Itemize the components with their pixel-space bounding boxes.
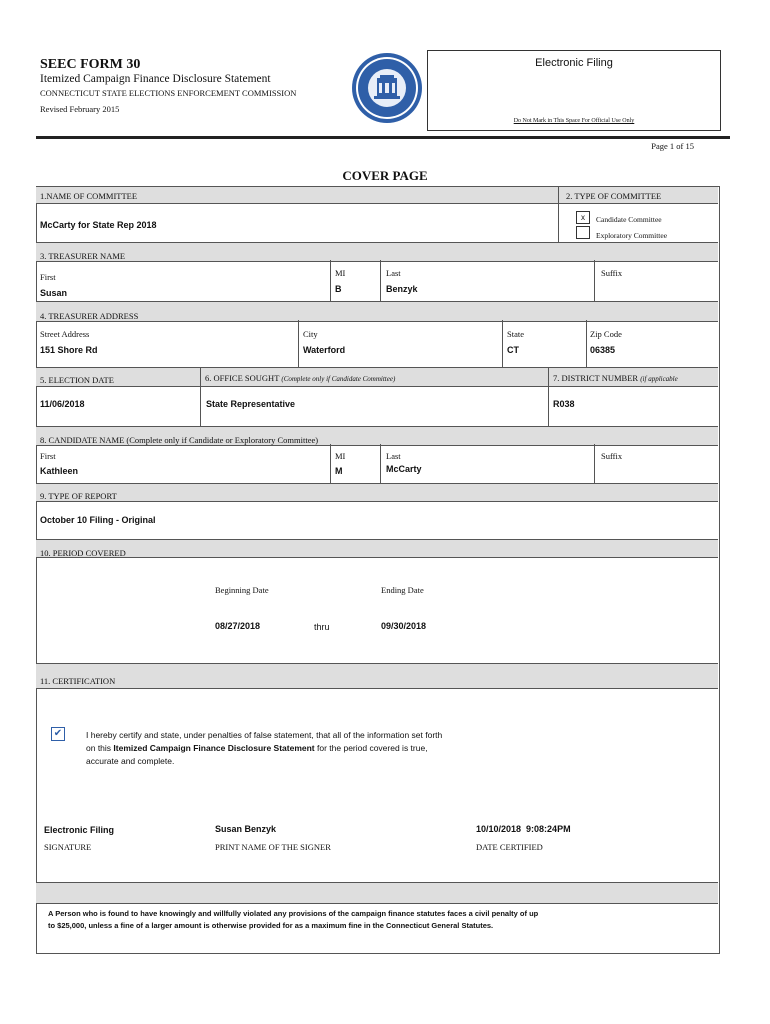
treasurer-mi-value: B xyxy=(335,284,342,294)
street-value: 151 Shore Rd xyxy=(40,345,98,355)
beginning-date-label: Beginning Date xyxy=(215,585,269,595)
treasurer-address-label: 4. TREASURER ADDRESS xyxy=(40,311,139,321)
candidate-committee-label: Candidate Committee xyxy=(596,215,662,224)
section-header-bar xyxy=(36,539,718,558)
certification-text xyxy=(86,729,442,768)
period-covered-label: 10. PERIOD COVERED xyxy=(40,548,126,558)
candidate-last-value: McCarty xyxy=(386,464,422,474)
penalty-line-1: A Person who is found to have knowingly and willfully violated any provisions of the campaign finance statutes faces a civil penalty of up xyxy=(48,909,539,918)
divider xyxy=(200,367,201,426)
candidate-last-label: Last xyxy=(386,451,401,461)
state-value: CT xyxy=(507,345,519,355)
city-value: Waterford xyxy=(303,345,346,355)
certification-line-2 xyxy=(86,742,442,755)
section-header-bar xyxy=(36,242,718,262)
treasurer-first-label: First xyxy=(40,272,56,282)
cover-page-title: COVER PAGE xyxy=(342,168,428,183)
office-sought-note: (Complete only if Candidate Committee) xyxy=(281,375,396,383)
treasurer-last-value: Benzyk xyxy=(386,284,418,294)
certification-label: 11. CERTIFICATION xyxy=(40,676,116,686)
candidate-committee-checkbox[interactable]: x xyxy=(576,211,590,224)
treasurer-first-value: Susan xyxy=(40,288,68,298)
exploratory-committee-checkbox[interactable] xyxy=(576,226,590,239)
type-of-report-label: 9. TYPE OF REPORT xyxy=(40,491,117,501)
office-sought-title: 6. OFFICE SOUGHT xyxy=(205,373,280,383)
candidate-first-label: First xyxy=(40,451,56,461)
type-of-report-value: October 10 Filing - Original xyxy=(40,515,156,525)
election-date-value: 11/06/2018 xyxy=(40,399,85,409)
street-label: Street Address xyxy=(40,329,90,339)
header-rule xyxy=(36,136,730,139)
zip-value: 06385 xyxy=(590,345,616,355)
candidate-mi-label: MI xyxy=(335,451,346,461)
certification-line-1: I hereby certify and state, under penalties of false statement, that all of the information set forth xyxy=(86,730,443,740)
name-of-committee-label: 1.NAME OF COMMITTEE xyxy=(40,191,138,201)
candidate-suffix-label: Suffix xyxy=(601,451,623,461)
official-use-box xyxy=(427,50,721,131)
form-subtitle: Itemized Campaign Finance Disclosure Statement xyxy=(40,73,271,85)
revised-date: Revised February 2015 xyxy=(40,104,120,114)
divider xyxy=(594,444,595,483)
divider xyxy=(380,260,381,301)
section-header-bar xyxy=(36,882,718,904)
divider xyxy=(330,444,331,483)
treasurer-last-label: Last xyxy=(386,268,401,278)
divider xyxy=(502,320,503,367)
penalty-notice xyxy=(48,908,538,932)
office-sought-value: State Representative xyxy=(206,399,296,409)
official-box-title: Electronic Filing xyxy=(535,57,613,69)
date-certified-value: 10/10/2018 9:08:24PM xyxy=(476,824,571,834)
certification-line-3: accurate and complete. xyxy=(86,756,175,766)
penalty-line-2: to $25,000, unless a fine of a larger amount is otherwise provided for as a maximum fine in the Connecticut General Statutes. xyxy=(48,921,494,930)
divider xyxy=(380,444,381,483)
type-of-committee-label: 2. TYPE OF COMMITTEE xyxy=(566,191,662,201)
section-header-bar xyxy=(36,663,718,689)
divider xyxy=(586,320,587,367)
cert-line2-post: for the period covered is true, xyxy=(314,743,428,753)
election-date-label: 5. ELECTION DATE xyxy=(40,375,114,385)
certify-checkbox[interactable]: ✔ xyxy=(51,727,65,741)
district-number-note: (if applicable xyxy=(640,375,678,383)
treasurer-mi-label: MI xyxy=(335,268,346,278)
candidate-name-label: 8. CANDIDATE NAME (Complete only if Candidate or Exploratory Committee) xyxy=(40,435,319,445)
section-header-bar xyxy=(36,483,718,502)
divider xyxy=(330,260,331,301)
signer-name-value: Susan Benzyk xyxy=(215,824,277,834)
agency-name: CONNECTICUT STATE ELECTIONS ENFORCEMENT COMMISSION xyxy=(40,88,297,98)
treasurer-suffix-label: Suffix xyxy=(601,268,623,278)
exploratory-committee-label: Exploratory Committee xyxy=(596,231,668,240)
divider xyxy=(548,367,549,426)
divider xyxy=(594,260,595,301)
form-title: SEEC FORM 30 xyxy=(40,57,141,72)
district-number-value: R038 xyxy=(553,399,575,409)
beginning-date-value: 08/27/2018 xyxy=(215,621,261,631)
office-sought-label xyxy=(205,373,395,383)
cert-line2-bold: Itemized Campaign Finance Disclosure Statement xyxy=(113,743,315,753)
divider xyxy=(298,320,299,367)
district-number-title: 7. DISTRICT NUMBER xyxy=(553,373,639,383)
signature-label: SIGNATURE xyxy=(44,842,92,852)
city-label: City xyxy=(303,329,318,339)
connecticut-state-seal-icon xyxy=(350,51,424,125)
cert-line2-pre: on this xyxy=(86,743,114,753)
candidate-first-value: Kathleen xyxy=(40,466,79,476)
signature-value: Electronic Filing xyxy=(44,825,115,835)
committee-name-value: McCarty for State Rep 2018 xyxy=(40,220,157,230)
official-box-note: Do Not Mark in This Space For Official Use Only xyxy=(513,118,635,124)
signer-name-label: PRINT NAME OF THE SIGNER xyxy=(215,842,331,852)
divider xyxy=(558,186,559,242)
ending-date-label: Ending Date xyxy=(381,585,424,595)
date-certified-label: DATE CERTIFIED xyxy=(476,842,543,852)
page-number: Page 1 of 15 xyxy=(651,141,694,151)
state-label: State xyxy=(507,329,524,339)
treasurer-name-label: 3. TREASURER NAME xyxy=(40,251,126,261)
district-number-label xyxy=(553,373,678,383)
thru-label: thru xyxy=(314,622,330,632)
ending-date-value: 09/30/2018 xyxy=(381,621,427,631)
candidate-mi-value: M xyxy=(335,466,343,476)
zip-label: Zip Code xyxy=(590,329,622,339)
